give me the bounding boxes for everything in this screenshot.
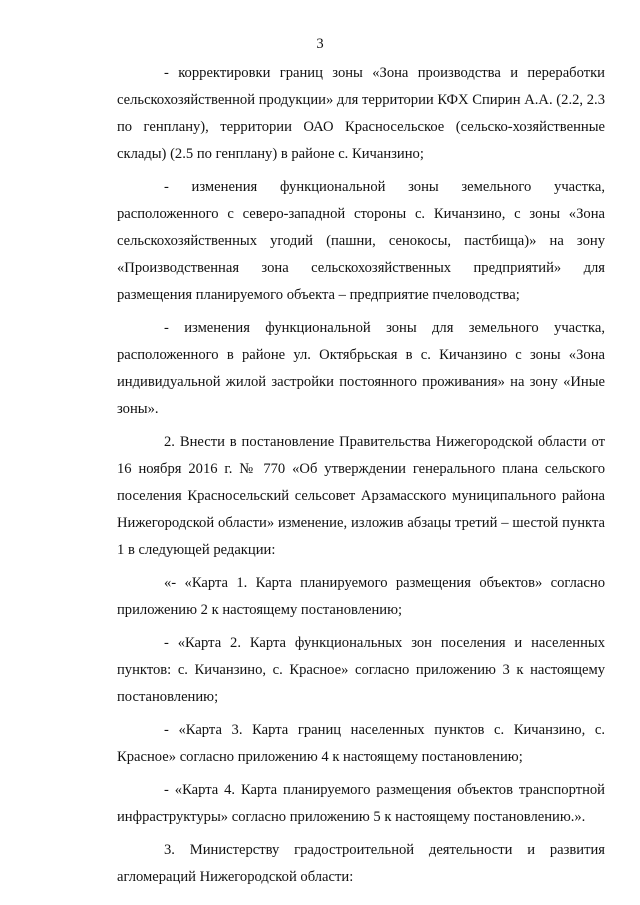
- paragraph-map-1: «- «Карта 1. Карта планируемого размещения объектов» согласно приложению 2 к настоящему постановлению;: [117, 575, 605, 618]
- paragraph-map-3: - «Карта 3. Карта границ населенных пунктов с. Кичанзино, с. Красное» согласно приложению 4 к настоящему постановлению;: [117, 722, 605, 765]
- paragraph-map-4: - «Карта 4. Карта планируемого размещения объектов транспортной инфраструктуры» согласно приложению 5 к настоящему постановлению.».: [117, 782, 605, 825]
- paragraph-zone-change-oktyabrskaya: - изменения функциональной зоны для земельного участка, расположенного в районе ул. Октябрьская в с. Кичанзино с зоны «Зона индивидуальной жилой застройки постоянного проживания» на зону «Иные зоны».: [117, 320, 605, 417]
- paragraph-zone-boundary-correction: - корректировки границ зоны «Зона производства и переработки сельскохозяйственной продукции» для территории КФХ Спирин А.А. (2.2, 2.3 по генплану), территории ОАО Красносельское (сельско-хозяйственные склады) (2.5 по генплану) в районе с. Кичанзино;: [117, 65, 605, 162]
- paragraph-map-2: - «Карта 2. Карта функциональных зон поселения и населенных пунктов: с. Кичанзино, с. Красное» согласно приложению 3 к настоящему постановлению;: [117, 635, 605, 705]
- paragraph-zone-change-northwest: - изменения функциональной зоны земельного участка, расположенного с северо-западной стороны с. Кичанзино, с зоны «Зона сельскохозяйственных угодий (пашни, сенокосы, пастбища)» на зону «Производственная зона сельскохозяйственных предприятий» для размещения планируемого объекта – предприятие пчеловодства;: [117, 179, 605, 303]
- document-body: [117, 60, 605, 891]
- paragraph-amend-resolution: 2. Внести в постановление Правительства Нижегородской области от 16 ноября 2016 г. № 770 «Об утверждении генерального плана сельского поселения Красносельский сельсовет Арзамасского муниципального района Нижегородской области» изменение, изложив абзацы третий – шестой пункта 1 в следующей редакции:: [117, 434, 605, 558]
- paragraph-ministry: 3. Министерству градостроительной деятельности и развития агломераций Нижегородской области:: [117, 842, 605, 885]
- page-number: 3: [316, 36, 324, 52]
